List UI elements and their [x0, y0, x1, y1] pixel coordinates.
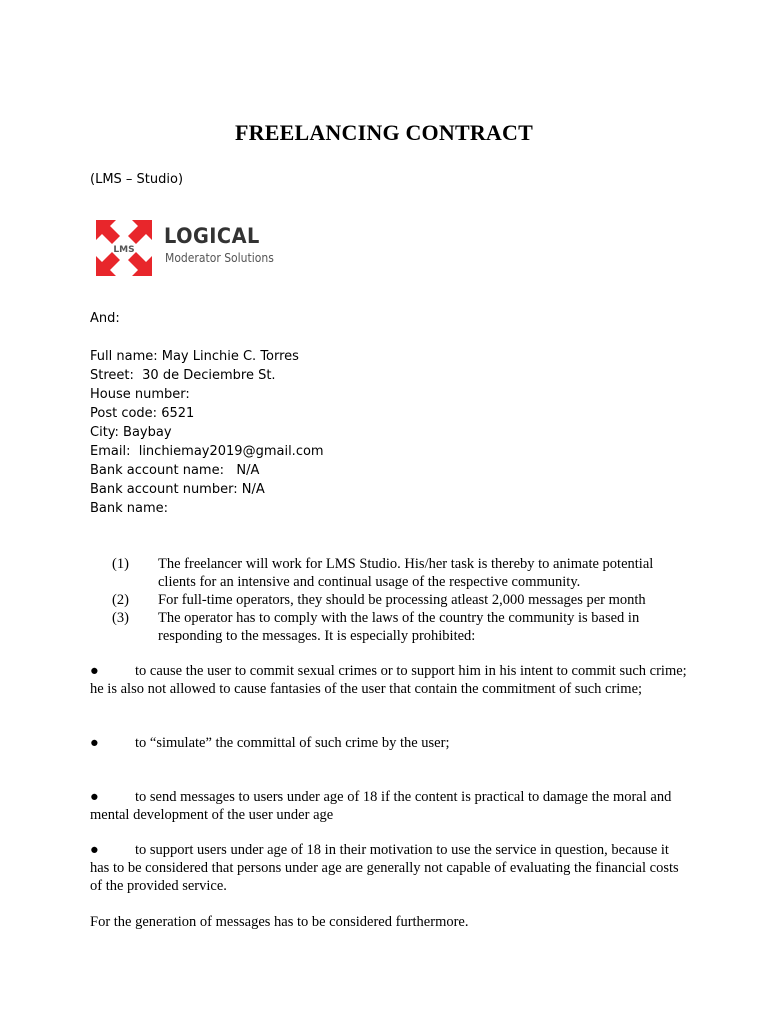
- details-line: City: Baybay: [90, 425, 172, 440]
- clause-text: The operator has to comply with the laws of the country the community is based in responding to the messages. It is especially prohibited:: [158, 610, 640, 644]
- bullet-text: to support users under age of 18 in their motivation to use the service in question, because it has to be considered that persons under age are generally not capable of evaluating the financial costs of the provided service.: [90, 842, 679, 894]
- bullet-text: to “simulate” the committal of such crime by the user;: [135, 735, 450, 751]
- bullet-icon: ●: [90, 735, 99, 751]
- clause-text: For full-time operators, they should be processing atleast 2,000 messages per month: [158, 592, 646, 608]
- details-line: Email: linchiemay2019@gmail.com: [90, 444, 324, 459]
- bullet-text: to send messages to users under age of 18 if the content is practical to damage the moral and mental development of the user under age: [90, 789, 672, 823]
- logo-wordmark: LOGICAL: [164, 224, 260, 248]
- logo-tagline: Moderator Solutions: [165, 251, 274, 265]
- bullet-icon: ●: [90, 663, 99, 679]
- details-line: Full name: May Linchie C. Torres: [90, 349, 299, 364]
- lms-logo-mark-icon: [92, 216, 156, 280]
- clause-number: (1): [112, 556, 129, 572]
- bullet-icon: ●: [90, 842, 99, 858]
- bullet-icon: ●: [90, 789, 99, 805]
- details-line: [90, 328, 324, 347]
- party-details: [90, 309, 324, 518]
- details-line: Bank name:: [90, 501, 169, 516]
- bullet-item: [90, 662, 690, 698]
- clause-number: (3): [112, 610, 129, 626]
- details-line: And:: [90, 311, 120, 326]
- bullet-item: [90, 841, 690, 895]
- details-line: House number:: [90, 387, 190, 402]
- details-line: Bank account number: N/A: [90, 482, 265, 497]
- clause-number: (2): [112, 592, 129, 608]
- bullet-item: [90, 734, 690, 752]
- details-line: Street: 30 de Deciembre St.: [90, 368, 276, 383]
- details-line: Post code: 6521: [90, 406, 195, 421]
- clause-text: The freelancer will work for LMS Studio. His/her task is thereby to animate potential clients for an intensive and continual usage of the respective community.: [158, 556, 654, 590]
- bullet-item: [90, 788, 690, 824]
- closing-paragraph: For the generation of messages has to be considered furthermore.: [90, 914, 469, 930]
- bullet-text: to cause the user to commit sexual crimes or to support him in his intent to commit such crime; he is also not allowed to cause fantasies of the user that contain the commitment of such crime;: [90, 663, 687, 697]
- details-line: Bank account name: N/A: [90, 463, 260, 478]
- document-subtitle: (LMS – Studio): [90, 172, 184, 187]
- company-logo: [92, 216, 312, 280]
- document-title: FREELANCING CONTRACT: [235, 120, 533, 145]
- svg-text:LMS: LMS: [113, 245, 135, 255]
